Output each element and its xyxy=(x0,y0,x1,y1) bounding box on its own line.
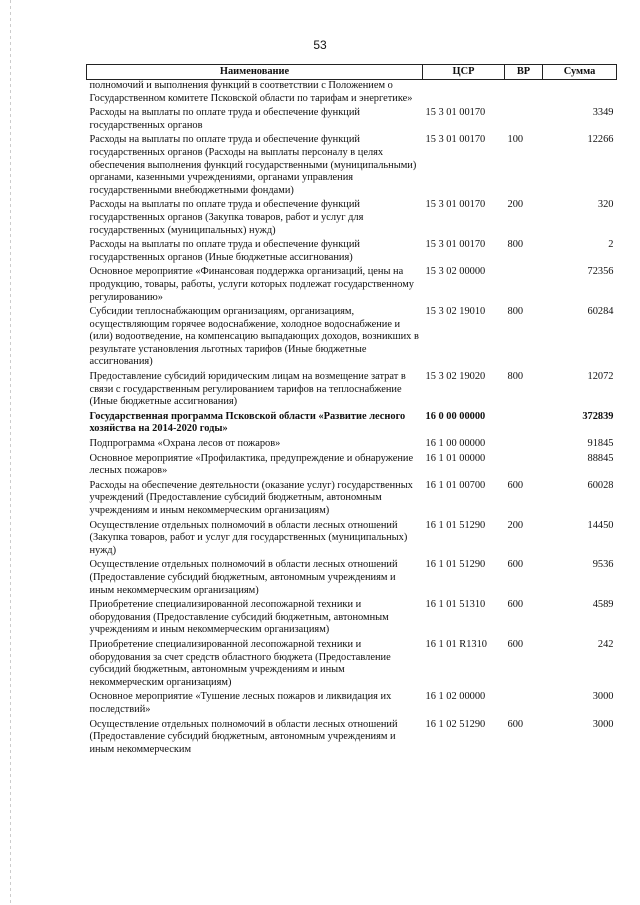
cell-name: Осуществление отдельных полномочий в области лесных отношений (Предоставление субсидий бюджетным, автономным учреждениям и иным некоммерческим организациям) xyxy=(89,559,398,596)
budget-table xyxy=(86,64,617,758)
cell-csr: 16 0 00 00000 xyxy=(425,410,486,422)
cell-name: Основное мероприятие «Финансовая поддержка организаций, цены на продукцию, товары, работы, услуги которых подлежат государственному регулированию» xyxy=(89,266,415,303)
cell-name: Приобретение специализированной лесопожарной техники и оборудования (Предоставление субсидий бюджетным, автономным учреждениям и иным некоммерческим организациям) xyxy=(89,599,389,636)
cell-vr: 100 xyxy=(507,134,524,146)
cell-name: Осуществление отдельных полномочий в области лесных отношений (Предоставление субсидий бюджетным, автономным учреждениям и иным некоммерческим xyxy=(89,718,398,755)
cell-csr: 15 3 01 00170 xyxy=(425,107,486,119)
cell-name: Государственная программа Псковской области «Развитие лесного хозяйства на 2014-2020 годы» xyxy=(89,410,406,435)
cell-name: Расходы на выплаты по оплате труда и обеспечение функций государственных органов (Расходы на выплаты персоналу в целях обеспечения выполнения функций государственными (муниципальными) органами, казенными учреждениями, органами управления государственными внебюджетными фондами) xyxy=(89,134,417,196)
cell-vr xyxy=(505,266,543,306)
header-vr: ВР xyxy=(505,65,543,80)
table-row xyxy=(87,599,617,639)
cell-vr: 200 xyxy=(507,199,524,211)
table-header-row xyxy=(87,65,617,80)
table-row xyxy=(87,266,617,306)
table-row xyxy=(87,559,617,599)
cell-vr: 800 xyxy=(507,371,524,383)
cell-name: Предоставление субсидий юридическим лицам на возмещение затрат в связи с государственным регулированием тарифов на теплоснабжение (Иные бюджетные ассигнования) xyxy=(89,371,406,408)
table-row xyxy=(87,480,617,520)
table-row xyxy=(87,371,617,411)
table-row xyxy=(87,199,617,239)
cell-csr: 15 3 01 00170 xyxy=(425,134,486,146)
cell-name: Расходы на обеспечение деятельности (оказание услуг) государственных учреждений (Предоставление субсидий бюджетным, автономным учреждениям и иным некоммерческим организациям) xyxy=(89,479,413,516)
cell-csr: 16 1 02 00000 xyxy=(425,691,486,703)
cell-csr: 15 3 02 19020 xyxy=(425,371,486,383)
table-row xyxy=(87,134,617,199)
header-name: Наименование xyxy=(87,65,423,80)
table-row xyxy=(87,639,617,691)
cell-vr: 800 xyxy=(507,239,524,251)
table-row xyxy=(87,520,617,560)
cell-csr: 15 3 02 00000 xyxy=(425,266,486,278)
cell-vr xyxy=(505,107,543,134)
cell-vr xyxy=(505,691,543,718)
cell-sum: 242 xyxy=(597,638,614,650)
cell-vr: 200 xyxy=(507,519,524,531)
cell-name: Основное мероприятие «Профилактика, предупреждение и обнаружение лесных пожаров» xyxy=(89,452,414,477)
cell-sum: 60028 xyxy=(587,479,614,491)
cell-sum: 88845 xyxy=(587,452,614,464)
cell-csr: 16 1 02 51290 xyxy=(425,718,486,730)
cell-sum: 72356 xyxy=(587,266,614,278)
cell-csr: 16 1 01 51310 xyxy=(425,599,486,611)
cell-csr: 16 1 01 00000 xyxy=(425,452,486,464)
cell-sum: 372839 xyxy=(582,410,614,422)
cell-vr: 600 xyxy=(507,599,524,611)
cell-sum: 14450 xyxy=(587,519,614,531)
header-csr: ЦСР xyxy=(423,65,505,80)
cell-vr: 600 xyxy=(507,559,524,571)
header-sum: Сумма xyxy=(543,65,617,80)
cell-name: Приобретение специализированной лесопожарной техники и оборудования за счет средств областного бюджета (Предоставление субсидий бюджетным, автономным учреждениям и иным некоммерческим организациям) xyxy=(89,638,391,688)
table-row xyxy=(87,107,617,134)
cell-vr: 600 xyxy=(507,718,524,730)
table-row xyxy=(87,306,617,371)
cell-sum: 91845 xyxy=(587,438,614,450)
cell-vr xyxy=(505,453,543,480)
cell-vr: 800 xyxy=(507,306,524,318)
cell-vr xyxy=(505,438,543,453)
cell-name: Расходы на выплаты по оплате труда и обеспечение функций государственных органов (Иные бюджетные ассигнования) xyxy=(89,239,360,263)
cell-csr: 16 1 01 51290 xyxy=(425,519,486,531)
cell-sum: 12266 xyxy=(587,134,614,146)
cell-vr: 600 xyxy=(507,638,524,650)
cell-vr xyxy=(505,80,543,108)
cell-csr: 15 3 01 00170 xyxy=(425,199,486,211)
cell-vr: 600 xyxy=(507,479,524,491)
table-row xyxy=(87,691,617,718)
table-row xyxy=(87,239,617,266)
cell-name: Расходы на выплаты по оплате труда и обеспечение функций государственных органов xyxy=(89,107,360,131)
cell-csr xyxy=(423,80,505,108)
cell-sum: 2 xyxy=(608,239,614,251)
page-number: 53 xyxy=(313,38,327,52)
cell-csr: 16 1 00 00000 xyxy=(425,438,486,450)
cell-vr xyxy=(505,411,543,438)
table-row xyxy=(87,411,617,438)
cell-sum: 60284 xyxy=(587,306,614,318)
table-row xyxy=(87,80,617,108)
table-row xyxy=(87,438,617,453)
cell-sum: 3000 xyxy=(592,718,614,730)
table-row xyxy=(87,453,617,480)
cell-csr: 16 1 01 R1310 xyxy=(425,638,487,650)
cell-name: Субсидии теплоснабжающим организациям, организациям, осуществляющим горячее водоснабжение, холодное водоснабжение и (или) водоотведение, на компенсацию выпадающих доходов, возникших в результате установления льготных тарифов (Иные бюджетные ассигнования) xyxy=(89,306,419,368)
cell-name: Осуществление отдельных полномочий в области лесных отношений (Закупка товаров, работ и услуг для государственных (муниципальных) нужд) xyxy=(89,519,408,556)
cell-csr: 16 1 01 51290 xyxy=(425,559,486,571)
cell-sum xyxy=(543,80,617,108)
cell-csr: 15 3 02 19010 xyxy=(425,306,486,318)
cell-sum: 320 xyxy=(597,199,614,211)
cell-sum: 3349 xyxy=(592,107,614,119)
cell-sum: 4589 xyxy=(592,599,614,611)
scan-edge xyxy=(10,0,11,905)
table-row xyxy=(87,719,617,759)
cell-name: Подпрограмма «Охрана лесов от пожаров» xyxy=(89,438,281,450)
cell-name: Основное мероприятие «Тушение лесных пожаров и ликвидация их последствий» xyxy=(89,691,392,715)
cell-sum: 12072 xyxy=(587,371,614,383)
cell-csr: 16 1 01 00700 xyxy=(425,479,486,491)
cell-sum: 9536 xyxy=(592,559,614,571)
cell-sum: 3000 xyxy=(592,691,614,703)
cell-csr: 15 3 01 00170 xyxy=(425,239,486,251)
cell-name: Расходы на выплаты по оплате труда и обеспечение функций государственных органов (Закупка товаров, работ и услуг для государственных (муниципальных) нужд) xyxy=(89,199,364,236)
cell-name: полномочий и выполнения функций в соответствии с Положением о Государственном комитете Псковской области по тарифам и энергетике» xyxy=(89,80,413,104)
